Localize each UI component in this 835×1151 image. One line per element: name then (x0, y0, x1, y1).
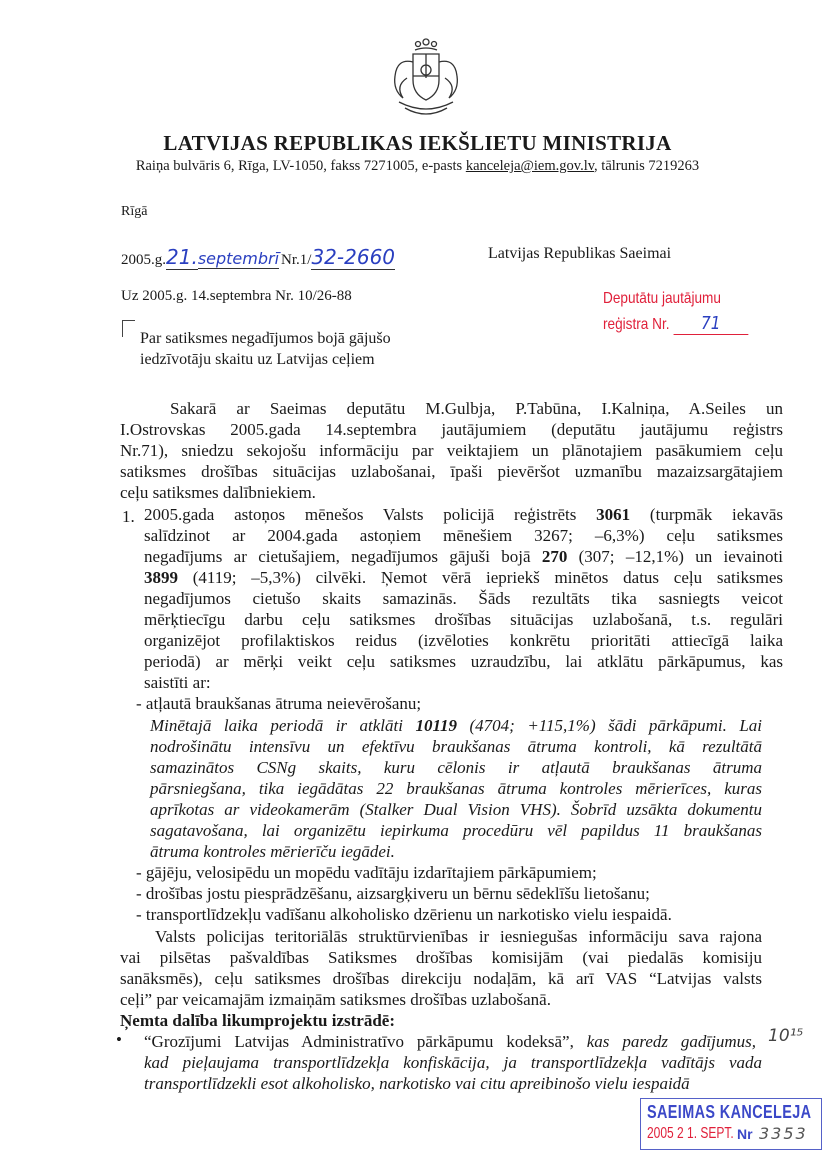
email-link[interactable]: kanceleja@iem.gov.lv (465, 158, 595, 174)
item-1-line (144, 651, 783, 672)
item-number: 1. (122, 507, 135, 526)
text-segment: saistīti ar: (144, 673, 211, 693)
handwritten-registry-nr: 71 (673, 313, 748, 335)
address-text: Raiņa bulvāris 6, Rīga, LV-1050, fakss 7271005, e-pasts (135, 158, 466, 174)
speed-note-line (150, 778, 762, 799)
speed-note-line (150, 757, 762, 778)
handwritten-day: 21. (166, 245, 198, 269)
text-segment: ātruma kontroles mērierīču iegādei. (150, 842, 395, 862)
police-paragraph-line (155, 926, 762, 947)
text-segment: Valsts policijas teritoriālās struktūrvienības ir iesniegušas informāciju sava rajona (155, 926, 762, 946)
text-segment: mērķtiecīgu darbu ceļu satiksmes drošības situācijas uzlabošanā, t.s. regulāri (144, 610, 783, 629)
text-segment: aprīkotas ar videokamerām (Stalker Dual Vision VHS). Šobrīd uzsākta dokumentu (150, 799, 762, 819)
text-segment: transportlīdzekli esot alkoholisko, narkotisko vai citu apreibinošo vielu iespaidā (144, 1074, 690, 1094)
handwritten-margin-note: 10¹⁵ (768, 1026, 804, 1046)
stamp-nr-value: 3353 (759, 1124, 808, 1143)
intro-paragraph-line (120, 482, 783, 503)
bold-figure: 270 (541, 546, 568, 566)
bullet-line (144, 1031, 756, 1052)
nr-prefix: Nr.1/ (281, 252, 312, 268)
item-1-line (144, 609, 783, 630)
stamp-office: SAEIMAS KANCELEJA (647, 1102, 812, 1122)
speed-note-line (150, 799, 762, 820)
bullet-line (144, 1052, 762, 1073)
violation-item: - transportlīdzekļu vadīšanu alkoholisko dzērienu un narkotisko vielu iespaidā. (136, 905, 672, 925)
police-paragraph-line (120, 968, 762, 989)
stamp-date: 2005 2 1. SEPT. (647, 1125, 734, 1142)
item-1-line (144, 546, 783, 567)
subject-bracket (122, 320, 135, 337)
item-1-line (144, 588, 783, 609)
section-heading: Ņemta dalība likumprojektu izstrādē: (120, 1010, 395, 1030)
document-date-number (121, 245, 395, 270)
text-segment: sanāksmēs), ceļu satiksmes drošības direkciju nodaļām, kā arī VAS “Latvijas valsts (120, 968, 762, 988)
phone-text: , tālrunis 7219263 (594, 158, 700, 174)
text-segment: periodā) ar mērķi veikt ceļu satiksmes uzraudzību, lai atklātu pārkāpumus, kas (144, 652, 783, 672)
text-segment: negadījums ar cietušajiem, negadījumos gājuši bojā (144, 546, 542, 566)
item-1-line (144, 630, 783, 651)
bold-figure: 3061 (596, 504, 631, 524)
violation-item: - atļautā braukšanas ātruma neievērošanu; (136, 694, 422, 714)
recipient: Latvijas Republikas Saeimai (488, 245, 672, 262)
text-segment: ceļu satiksmes dalībniekiem. (120, 483, 316, 503)
item-1-line (144, 504, 783, 525)
subject-line-2: iedzīvotāju skaitu uz Latvijas ceļiem (140, 351, 375, 368)
text-segment: kas paredz gadījumus, (586, 1032, 756, 1051)
text-segment: nodrošinātu intensīvu un efektīvu braukšanas ātruma kontroli, kā rezultātā (150, 736, 762, 756)
bullet-line (144, 1073, 762, 1094)
intro-paragraph-line (170, 398, 783, 419)
text-segment: Minētajā laika periodā ir atklāti (150, 715, 416, 735)
text-segment: satiksmes drošības situācijas uzlabošanai, īpaši pievēršot uzmanību mazaizsargātajiem (120, 462, 783, 482)
speed-note-line (150, 820, 762, 841)
text-segment: organizējot profilaktiskos reidus (izvēloties konkrētu prioritāti attiecīgā laika (144, 631, 783, 651)
text-segment: pārsniegšana, tika iegādātas 22 braukšanas ātruma kontroles mērierīces, kuras (150, 778, 762, 798)
item-1-line (144, 567, 783, 588)
text-segment: samazinātos CSNg skaits, kuru cēlonis ir atļautā braukšanas ātruma (150, 757, 762, 777)
text-segment: (307; –12,1%) un ievainoti (567, 546, 783, 566)
text-segment: sagatavošana, lai organizētu iepirkuma procedūru vēl papildus 11 braukšanas (150, 821, 762, 840)
text-segment: salīdzinot ar 2004.gada astoņiem mēnešiem 3267; –6,3%) ceļu satiksmes (144, 525, 783, 545)
text-segment: kad pieļaujama transportlīdzekļa konfiskācija, ja transportlīdzekļa vadītājs vada (144, 1053, 762, 1073)
registry-stamp-number (603, 313, 748, 335)
text-segment: (4119; –5,3%) cilvēki. Ņemot vērā iepriekš minētos datus ceļu satiksmes (178, 567, 783, 587)
date-prefix: 2005.g. (121, 252, 166, 268)
item-1-line (144, 672, 783, 693)
speed-note-line (150, 841, 762, 862)
bold-figure: 10119 (415, 715, 458, 735)
text-segment: 2005.gada astoņos mēnešos Valsts policijā reģistrēts (144, 504, 597, 524)
intro-paragraph-line (120, 419, 783, 440)
registry-label: reģistra Nr. (603, 316, 670, 333)
ministry-title: LATVIJAS REPUBLIKAS IEKŠLIETU MINISTRIJA (163, 131, 672, 155)
registry-stamp-label: Deputātu jautājumu (603, 290, 721, 307)
text-segment: (4704; +115,1%) šādi pārkāpumi. Lai (457, 715, 762, 735)
subject-line-1: Par satiksmes negadījumos bojā gājušo (140, 330, 391, 347)
item-1-line (144, 525, 783, 546)
received-stamp (640, 1098, 822, 1150)
police-paragraph-line (120, 947, 762, 968)
ministry-address (0, 158, 835, 175)
text-segment: Nr.71), sniedzu sekojošu informāciju par veiktajiem un plānotajiem pasākumiem ceļu (120, 441, 783, 461)
reference-line: Uz 2005.g. 14.septembra Nr. 10/26-88 (121, 288, 352, 304)
text-segment: “Grozījumi Latvijas Administratīvo pārkāpumu kodeksā”, (144, 1032, 587, 1051)
coat-of-arms-emblem (385, 28, 467, 120)
bold-figure: 3899 (144, 567, 178, 587)
violation-item: - gājēju, velosipēdu un mopēdu vadītāju izdarītajiem pārkāpumiem; (136, 863, 597, 883)
text-segment: negadījumos cietušo skaits samazinās. Šāds rezultāts tika sasniegts veicot (144, 588, 783, 608)
place: Rīgā (121, 204, 148, 219)
text-segment: ceļi” par veicamajām izmaiņām satiksmes drošības uzlabošanā. (120, 989, 551, 1009)
text-segment: vai pilsētas pašvaldības Satiksmes drošības komisijām (vai piedalās komisiju (120, 947, 762, 967)
stamp-nr-label: Nr (737, 1126, 753, 1142)
intro-paragraph-line (120, 461, 783, 482)
handwritten-number: 32-2660 (311, 245, 396, 269)
text-segment: I.Ostrovskas 2005.gada 14.septembra jautājumiem (deputātu jautājumu reģistrs (120, 420, 783, 440)
violation-item: - drošības jostu piesprādzēšanu, aizsargķiveru un bērnu sēdeklīšu lietošanu; (136, 884, 650, 904)
text-segment: (turpmāk iekavās (630, 504, 783, 524)
bullet-icon: • (116, 1030, 122, 1049)
handwritten-month: septembrī (197, 249, 280, 268)
text-segment: Sakarā ar Saeimas deputātu M.Gulbja, P.Tabūna, I.Kalniņa, A.Seiles un (170, 399, 783, 418)
speed-note-line (150, 715, 762, 736)
speed-note-line (150, 736, 762, 757)
police-paragraph-line (120, 989, 762, 1010)
intro-paragraph-line (120, 440, 783, 461)
